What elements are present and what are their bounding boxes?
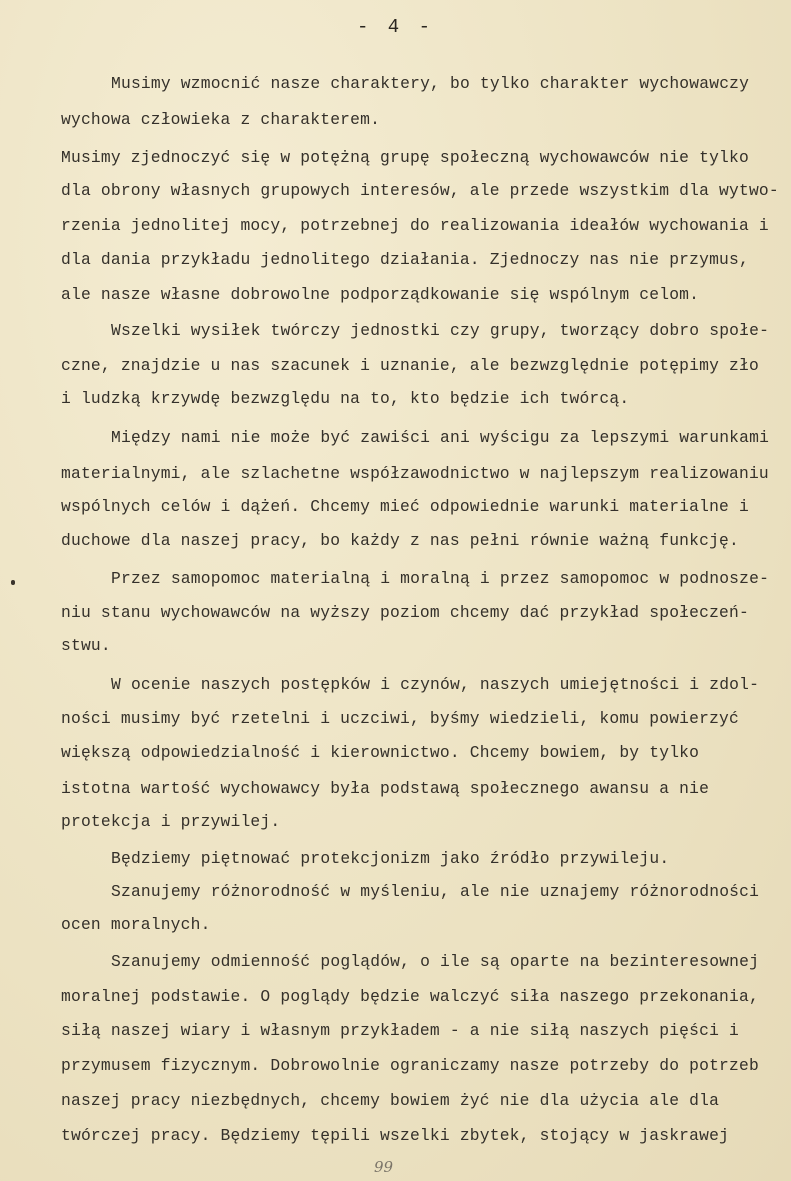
text-line: wychowa człowieka z charakterem.	[61, 110, 381, 129]
text-line: siłą naszej wiary i własnym przykładem - a nie siłą naszych pięści i	[61, 1021, 739, 1040]
text-line: stwu.	[61, 636, 111, 655]
text-line: W ocenie naszych postępków i czynów, naszych umiejętności i zdol-	[111, 675, 760, 694]
text-line: niu stanu wychowawców na wyższy poziom chcemy dać przykład społeczeń-	[61, 603, 749, 622]
text-line: czne, znajdzie u nas szacunek i uznanie, ale bezwzględnie potępimy zło	[61, 356, 759, 375]
text-line: twórczej pracy. Będziemy tępili wszelki zbytek, stojący w jaskrawej	[61, 1126, 730, 1145]
text-line: Przez samopomoc materialną i moralną i przez samopomoc w podnosze-	[111, 569, 770, 588]
text-line: większą odpowiedzialność i kierownictwo. Chcemy bowiem, by tylko	[61, 743, 700, 762]
text-line: Musimy wzmocnić nasze charaktery, bo tylko charakter wychowawczy	[111, 74, 750, 93]
text-line: przymusem fizycznym. Dobrowolnie ograniczamy nasze potrzeby do potrzeb	[61, 1056, 759, 1075]
text-line: dla dania przykładu jednolitego działania. Zjednoczy nas nie przymus,	[61, 250, 749, 269]
text-line: moralnej podstawie. O poglądy będzie walczyć siła naszego przekonania,	[61, 987, 759, 1006]
text-line: Szanujemy różnorodność w myśleniu, ale nie uznajemy różnorodności	[111, 882, 760, 901]
margin-ink-mark	[11, 580, 15, 585]
page-number: - 4 -	[356, 16, 434, 38]
text-line: istotna wartość wychowawcy była podstawą społecznego awansu a nie	[61, 779, 710, 798]
text-line: dla obrony własnych grupowych interesów, ale przede wszystkim dla wytwo-	[61, 181, 779, 200]
text-line: wspólnych celów i dążeń. Chcemy mieć odpowiednie warunki materialne i	[61, 497, 749, 516]
text-line: Będziemy piętnować protekcjonizm jako źródło przywileju.	[111, 849, 670, 868]
text-line: ności musimy być rzetelni i uczciwi, byśmy wiedzieli, komu powierzyć	[61, 709, 739, 728]
text-line: naszej pracy niezbędnych, chcemy bowiem żyć nie dla użycia ale dla	[61, 1091, 720, 1110]
text-line: ocen moralnych.	[61, 915, 211, 934]
text-line: Wszelki wysiłek twórczy jednostki czy grupy, tworzący dobro społe-	[111, 321, 770, 340]
text-line: i ludzką krzywdę bezwzględu na to, kto będzie ich twórcą.	[61, 389, 630, 408]
text-line: materialnymi, ale szlachetne współzawodnictwo w najlepszym realizowaniu	[61, 464, 769, 483]
text-line: rzenia jednolitej mocy, potrzebnej do realizowania ideałów wychowania i	[61, 216, 769, 235]
text-line: protekcja i przywilej.	[61, 812, 281, 831]
text-line: Między nami nie może być zawiści ani wyścigu za lepszymi warunkami	[111, 428, 770, 447]
text-line: Szanujemy odmienność poglądów, o ile są oparte na bezinteresownej	[111, 952, 760, 971]
text-line: ale nasze własne dobrowolne podporządkowanie się wspólnym celom.	[61, 285, 700, 304]
text-line: Musimy zjednoczyć się w potężną grupę społeczną wychowawców nie tylko	[61, 148, 749, 167]
archive-page-mark: 99	[374, 1158, 394, 1176]
text-line: duchowe dla naszej pracy, bo każdy z nas pełni równie ważną funkcję.	[61, 531, 739, 550]
